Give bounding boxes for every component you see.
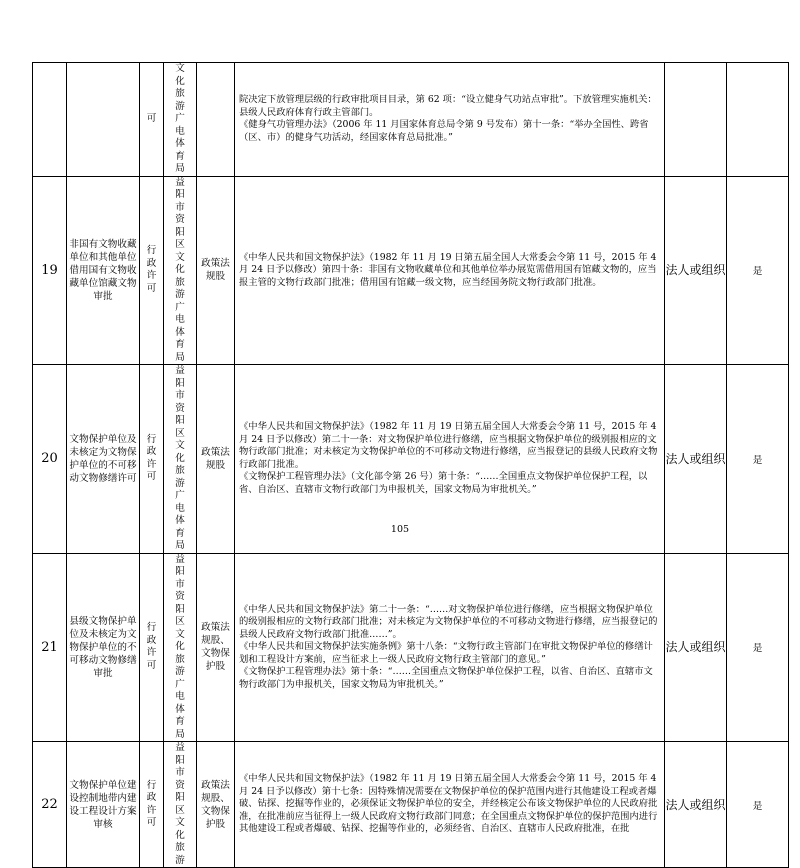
legal-basis-paragraph: 《中华人民共和国文物保护法》（1982 年 11 月 19 日第五届全国人大常委会令第 11 号，2015 年 4 月 24 日予以修改）第二十一条：对文物保护单位进行修缮，应当根据文物保护单位的级别报相应的文物行政部门批准；对未核定为文物保护单位的不可移动文物进行修缮，应当报登记的县级人民政府文物行政部门批准。 [239,421,658,470]
legal-basis [235,63,665,177]
legal-basis-paragraph: 《文物保护工程管理办法》（文化部令第 26 号）第十条：“……全国重点文物保护单位保护工程，以省、自治区、直辖市文物行政部门为申报机关，国家文物局为审批机关。” [239,471,648,495]
item-office: 政策法规股 [197,365,235,554]
item-department: 益 阳 市 资 阳 区 文 化 旅 游 广 电 体 育 局 [164,365,197,554]
applicant-subject [665,63,727,177]
applicant-subject: 法人或组织 [665,176,727,365]
item-department: 益 阳 市 资 阳 区 文 化 旅 游 广 电 体 育 局 [164,553,197,742]
item-office: 政策法规股 [197,176,235,365]
table-row [33,176,789,365]
item-number [33,63,67,177]
item-name: 文物保护单位建设控制地带内建设工程设计方案审核 [67,742,140,868]
item-number: 21 [33,553,67,742]
approval-items-table [32,62,789,868]
item-type: 行 政 许 可 [140,742,164,868]
item-number: 22 [33,742,67,868]
legal-basis-paragraph: 《中华人民共和国文物保护法》（1982 年 11 月 19 日第五届全国人大常委会令第 11 号，2015 年 4 月 24 日予以修改）第十七条：因特殊情况需要在文物保护单位的保护范围内进行其他建设工程或者爆破、钻探、挖掘等作业的，必须保证文物保护单位的安全，并经核定公布该文物保护单位的人民政府批准，在批准前应当征得上一级人民政府文物行政部门同意；在全国重点文物保护单位的保护范围内进行其他建设工程或者爆破、钻探、挖掘等作业的，必须经省、自治区、直辖市人民政府批准，在批 [239,773,658,835]
flag-value: 是 [727,553,789,742]
item-name [67,63,140,177]
legal-basis-paragraph: 院决定下放管理层级的行政审批项目目录，第 62 项：“设立健身气功站点审批”。下放管理实施机关：县级人民政府体育行政主管部门。 [239,94,657,118]
item-office: 政策法规股、文物保护股 [197,553,235,742]
item-name: 非国有文物收藏单位和其他单位借用国有文物收藏单位馆藏文物审批 [67,176,140,365]
item-number: 20 [33,365,67,554]
item-type: 可 [140,63,164,177]
table-row [33,742,789,868]
legal-basis [235,553,665,742]
item-office: 政策法规股、文物保护股 [197,742,235,868]
legal-basis-paragraph: 《中华人民共和国文物保护法》（1982 年 11 月 19 日第五届全国人大常委会令第 11 号，2015 年 4 月 24 日予以修改）第四十条：非国有文物收藏单位和其他单位举办展览需借用国有馆藏文物的，应当报主管的文物行政部门批准；借用国有馆藏一级文物，应当经国务院文物行政部门批准。 [239,251,657,288]
table-row [33,553,789,742]
legal-basis-paragraph: 《文物保护工程管理办法》第十条：“……全国重点文物保护单位保护工程，以省、自治区、直辖市文物行政部门为申报机关，国家文物局为审批机关。” [239,666,653,690]
flag-value: 是 [727,365,789,554]
item-type: 行 政 许 可 [140,365,164,554]
item-department: 益 阳 市 资 阳 区 文 化 旅 游 [164,742,197,868]
legal-basis-paragraph: 《健身气功管理办法》（2006 年 11 月国家体育总局令第 9 号发布）第十一条：“举办全国性、跨省（区、市）的健身气功活动，经国家体育总局批准。” [239,119,649,143]
applicant-subject: 法人或组织 [665,742,727,868]
flag-value [727,63,789,177]
applicant-subject: 法人或组织 [665,553,727,742]
item-office [197,63,235,177]
legal-basis [235,742,665,868]
item-number: 19 [33,176,67,365]
item-type: 行 政 许 可 [140,176,164,365]
table-row [33,63,789,177]
applicant-subject: 法人或组织 [665,365,727,554]
item-name: 文物保护单位及未核定为文物保护单位的不可移动文物修缮许可 [67,365,140,554]
item-type: 行 政 许 可 [140,553,164,742]
legal-basis-paragraph: 《中华人民共和国文物保护法实施条例》第十八条：“文物行政主管部门在审批文物保护单位的修缮计划和工程设计方案前，应当征求上一级人民政府文物行政主管部门的意见。” [239,641,653,665]
legal-basis [235,176,665,365]
legal-basis-paragraph: 《中华人民共和国文物保护法》第二十一条：“……对文物保护单位进行修缮，应当根据文物保护单位的级别报相应的文物行政部门批准；对未核定为文物保护单位的不可移动文物进行修缮，应当报登记的县级人民政府文物行政部门批准……”。 [239,603,658,640]
page-number: 105 [390,524,410,535]
flag-value: 是 [727,176,789,365]
item-name: 县级文物保护单位及未核定为文物保护单位的不可移动文物修缮审批 [67,553,140,742]
item-department: 文 化 旅 游 广 电 体 育 局 [164,63,197,177]
flag-value: 是 [727,742,789,868]
item-department: 益 阳 市 资 阳 区 文 化 旅 游 广 电 体 育 局 [164,176,197,365]
